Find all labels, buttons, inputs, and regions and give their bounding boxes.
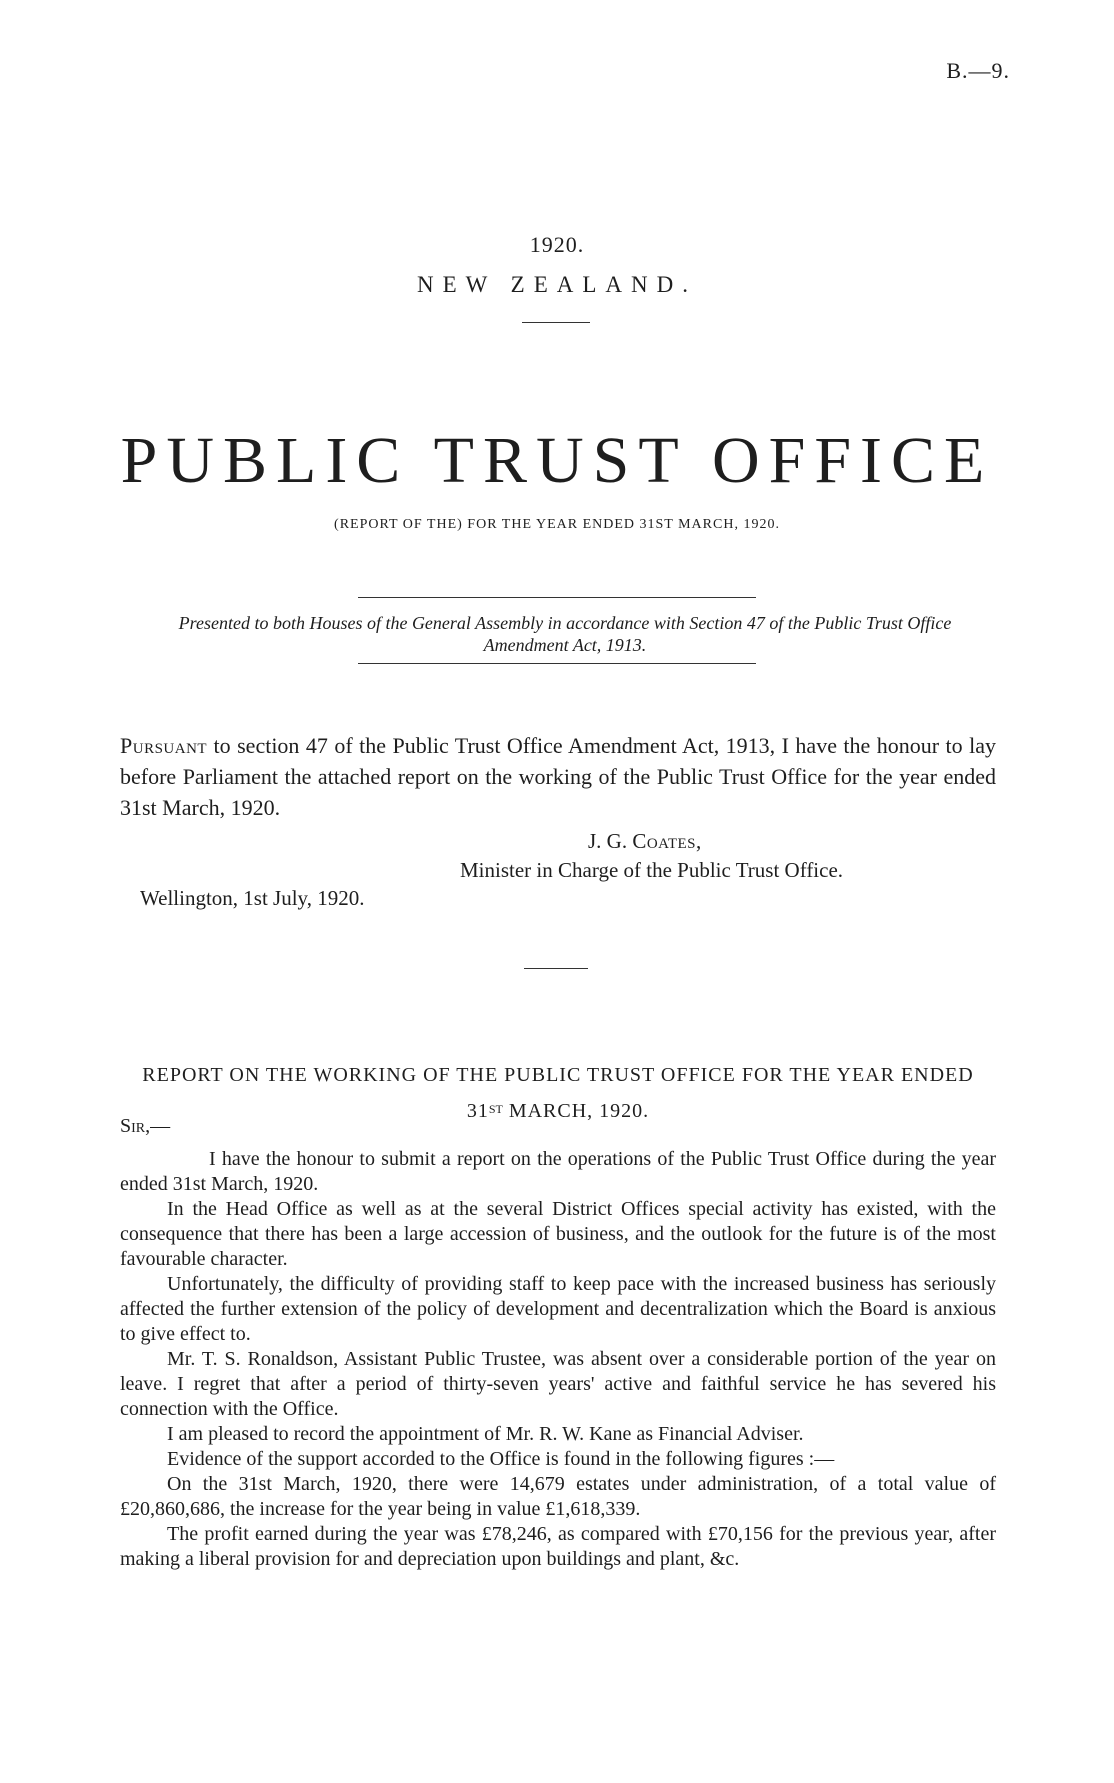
page-reference: B.—9.: [946, 58, 1010, 83]
report-heading-rest: MARCH, 1920.: [502, 1100, 650, 1122]
presented-note: Presented to both Houses of the General Assembly in accordance with Section 47 of the Public Trust Office Amendment Act, 1913.: [178, 613, 952, 655]
document-subtitle: (REPORT OF THE) FOR THE YEAR ENDED 31ST MARCH, 1920.: [334, 517, 780, 532]
report-heading-day: 31: [466, 1100, 489, 1122]
salutation: Sir,—: [120, 1115, 171, 1137]
signer-initials: J. G.: [588, 829, 633, 853]
signer-role: Minister in Charge of the Public Trust Office.: [460, 858, 844, 882]
document-year: 1920.: [529, 232, 585, 257]
body-paragraph: I have the honour to submit a report on the operations of the Public Trust Office during the year ended 31st March, 1920.: [120, 1148, 996, 1195]
pursuant-text: to section 47 of the Public Trust Office Amendment Act, 1913, I have the honour to lay before Parliament the attached report on the working of the Public Trust Office for the year ended 31st March, 1920.: [120, 733, 996, 820]
body-paragraph: The profit earned during the year was £78,246, as compared with £70,156 for the previous year, after making a liberal provision for and depreciation upon buildings and plant, &c.: [120, 1523, 996, 1570]
pursuant-lead: Pursuant: [120, 733, 208, 758]
report-heading: [120, 1058, 996, 1128]
body-paragraph: In the Head Office as well as at the several District Offices special activity has existed, with the consequence that there has been a large accession of business, and the outlook for the future is of the most favourable character.: [120, 1198, 996, 1270]
divider-presented-top: [358, 597, 756, 598]
report-heading-suffix: ST: [488, 1102, 503, 1116]
document-title: PUBLIC TRUST OFFICE: [120, 424, 994, 497]
body-paragraph: I am pleased to record the appointment of Mr. R. W. Kane as Financial Adviser.: [167, 1423, 804, 1445]
country-heading: NEW ZEALAND.: [416, 272, 698, 297]
body-paragraph: Evidence of the support accorded to the Office is found in the following figures :—: [167, 1448, 835, 1470]
divider-short-top: [522, 322, 590, 323]
signer-surname: Coates: [632, 829, 697, 853]
report-heading-line2: [120, 1092, 996, 1128]
report-body: [120, 1147, 996, 1572]
body-paragraph: On the 31st March, 1920, there were 14,679 estates under administration, of a total value of £20,860,686, the increase for the year being in value £1,618,339.: [120, 1473, 996, 1520]
report-heading-line1: REPORT ON THE WORKING OF THE PUBLIC TRUST OFFICE FOR THE YEAR ENDED: [142, 1064, 974, 1086]
body-paragraph: Unfortunately, the difficulty of providing staff to keep pace with the increased business has seriously affected the further extension of the policy of development and decentralization which the Board is anxious to give effect to.: [120, 1273, 996, 1345]
place-date: Wellington, 1st July, 1920.: [140, 886, 365, 910]
body-paragraph: Mr. T. S. Ronaldson, Assistant Public Trustee, was absent over a considerable portion of the year on leave. I regret that after a period of thirty-seven years' active and faithful service he has severed his connection with the Office.: [120, 1348, 996, 1420]
signer-name: [588, 829, 701, 854]
pursuant-paragraph: [120, 730, 996, 823]
divider-short-middle: [524, 968, 588, 969]
signer-comma: ,: [696, 829, 702, 853]
divider-presented-bottom: [358, 663, 756, 664]
